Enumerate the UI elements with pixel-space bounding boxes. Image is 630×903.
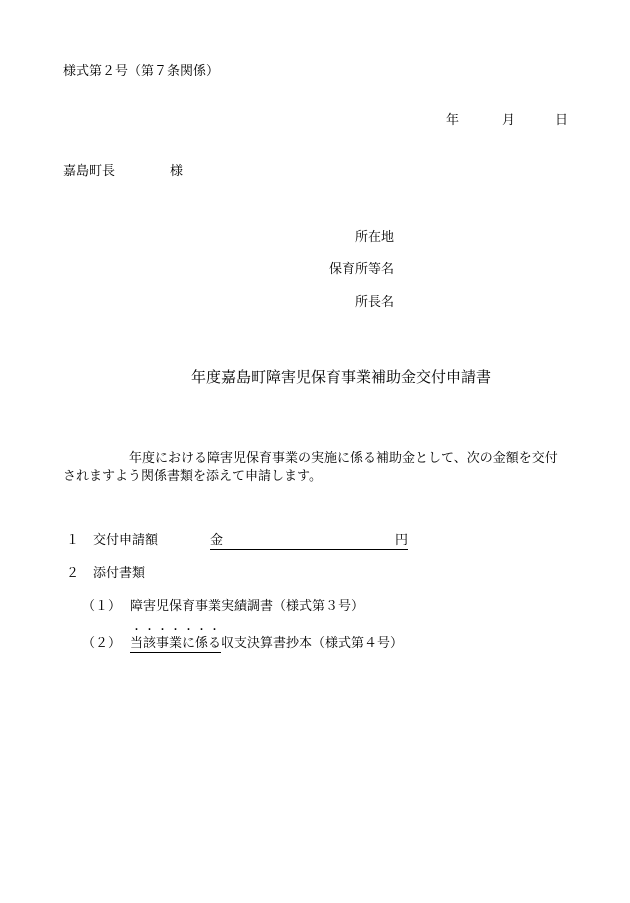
attachment-2-emphasis-text: 当該事業に係る (130, 636, 222, 651)
date-day-label: 日 (555, 113, 569, 128)
item-application-amount (66, 533, 408, 549)
date-year-label: 年 (446, 113, 460, 128)
recipient-name: 嘉島町長 (63, 164, 116, 179)
applicant-address-label: 所在地 (355, 230, 395, 245)
attachment-item-1 (82, 599, 365, 615)
applicant-director-label: 所長名 (355, 295, 395, 310)
attachment-item-2 (82, 625, 404, 652)
document-title: 年度嘉島町障害児保育事業補助金交付申請書 (191, 368, 492, 386)
amount-field (210, 533, 408, 550)
date-month-label: 月 (502, 113, 516, 128)
item1-number: １ (66, 533, 80, 548)
recipient-honorific: 様 (170, 164, 184, 179)
body-line-1: 年度における障害児保育事業の実施に係る補助金として、次の金額を交付 (129, 451, 558, 466)
item2-number: ２ (66, 566, 80, 581)
amount-prefix: 金 (210, 533, 224, 548)
attachment-1-text: 障害児保育事業実績調書（様式第３号） (130, 599, 365, 614)
form-number: 様式第２号（第７条関係） (63, 64, 220, 79)
amount-suffix: 円 (394, 533, 408, 548)
attachment-2-number: （２） (82, 636, 122, 651)
recipient (63, 164, 183, 180)
item1-label: 交付申請額 (93, 533, 159, 548)
body-line-2: されますよう関係書類を添えて申請します。 (63, 469, 322, 484)
attachment-2-text: 収支決算書抄本（様式第４号） (221, 636, 404, 651)
item2-label: 添付書類 (93, 566, 146, 581)
attachment-2-content (130, 625, 404, 653)
applicant-facility-label: 保育所等名 (329, 262, 395, 277)
emphasis-dots: ・ ・ ・ ・ ・ ・ ・ (131, 625, 220, 636)
item-attachments (66, 566, 145, 582)
attachment-1-number: （１） (82, 599, 122, 614)
body-paragraph (63, 450, 573, 486)
attachment-2-emphasis (130, 625, 222, 653)
